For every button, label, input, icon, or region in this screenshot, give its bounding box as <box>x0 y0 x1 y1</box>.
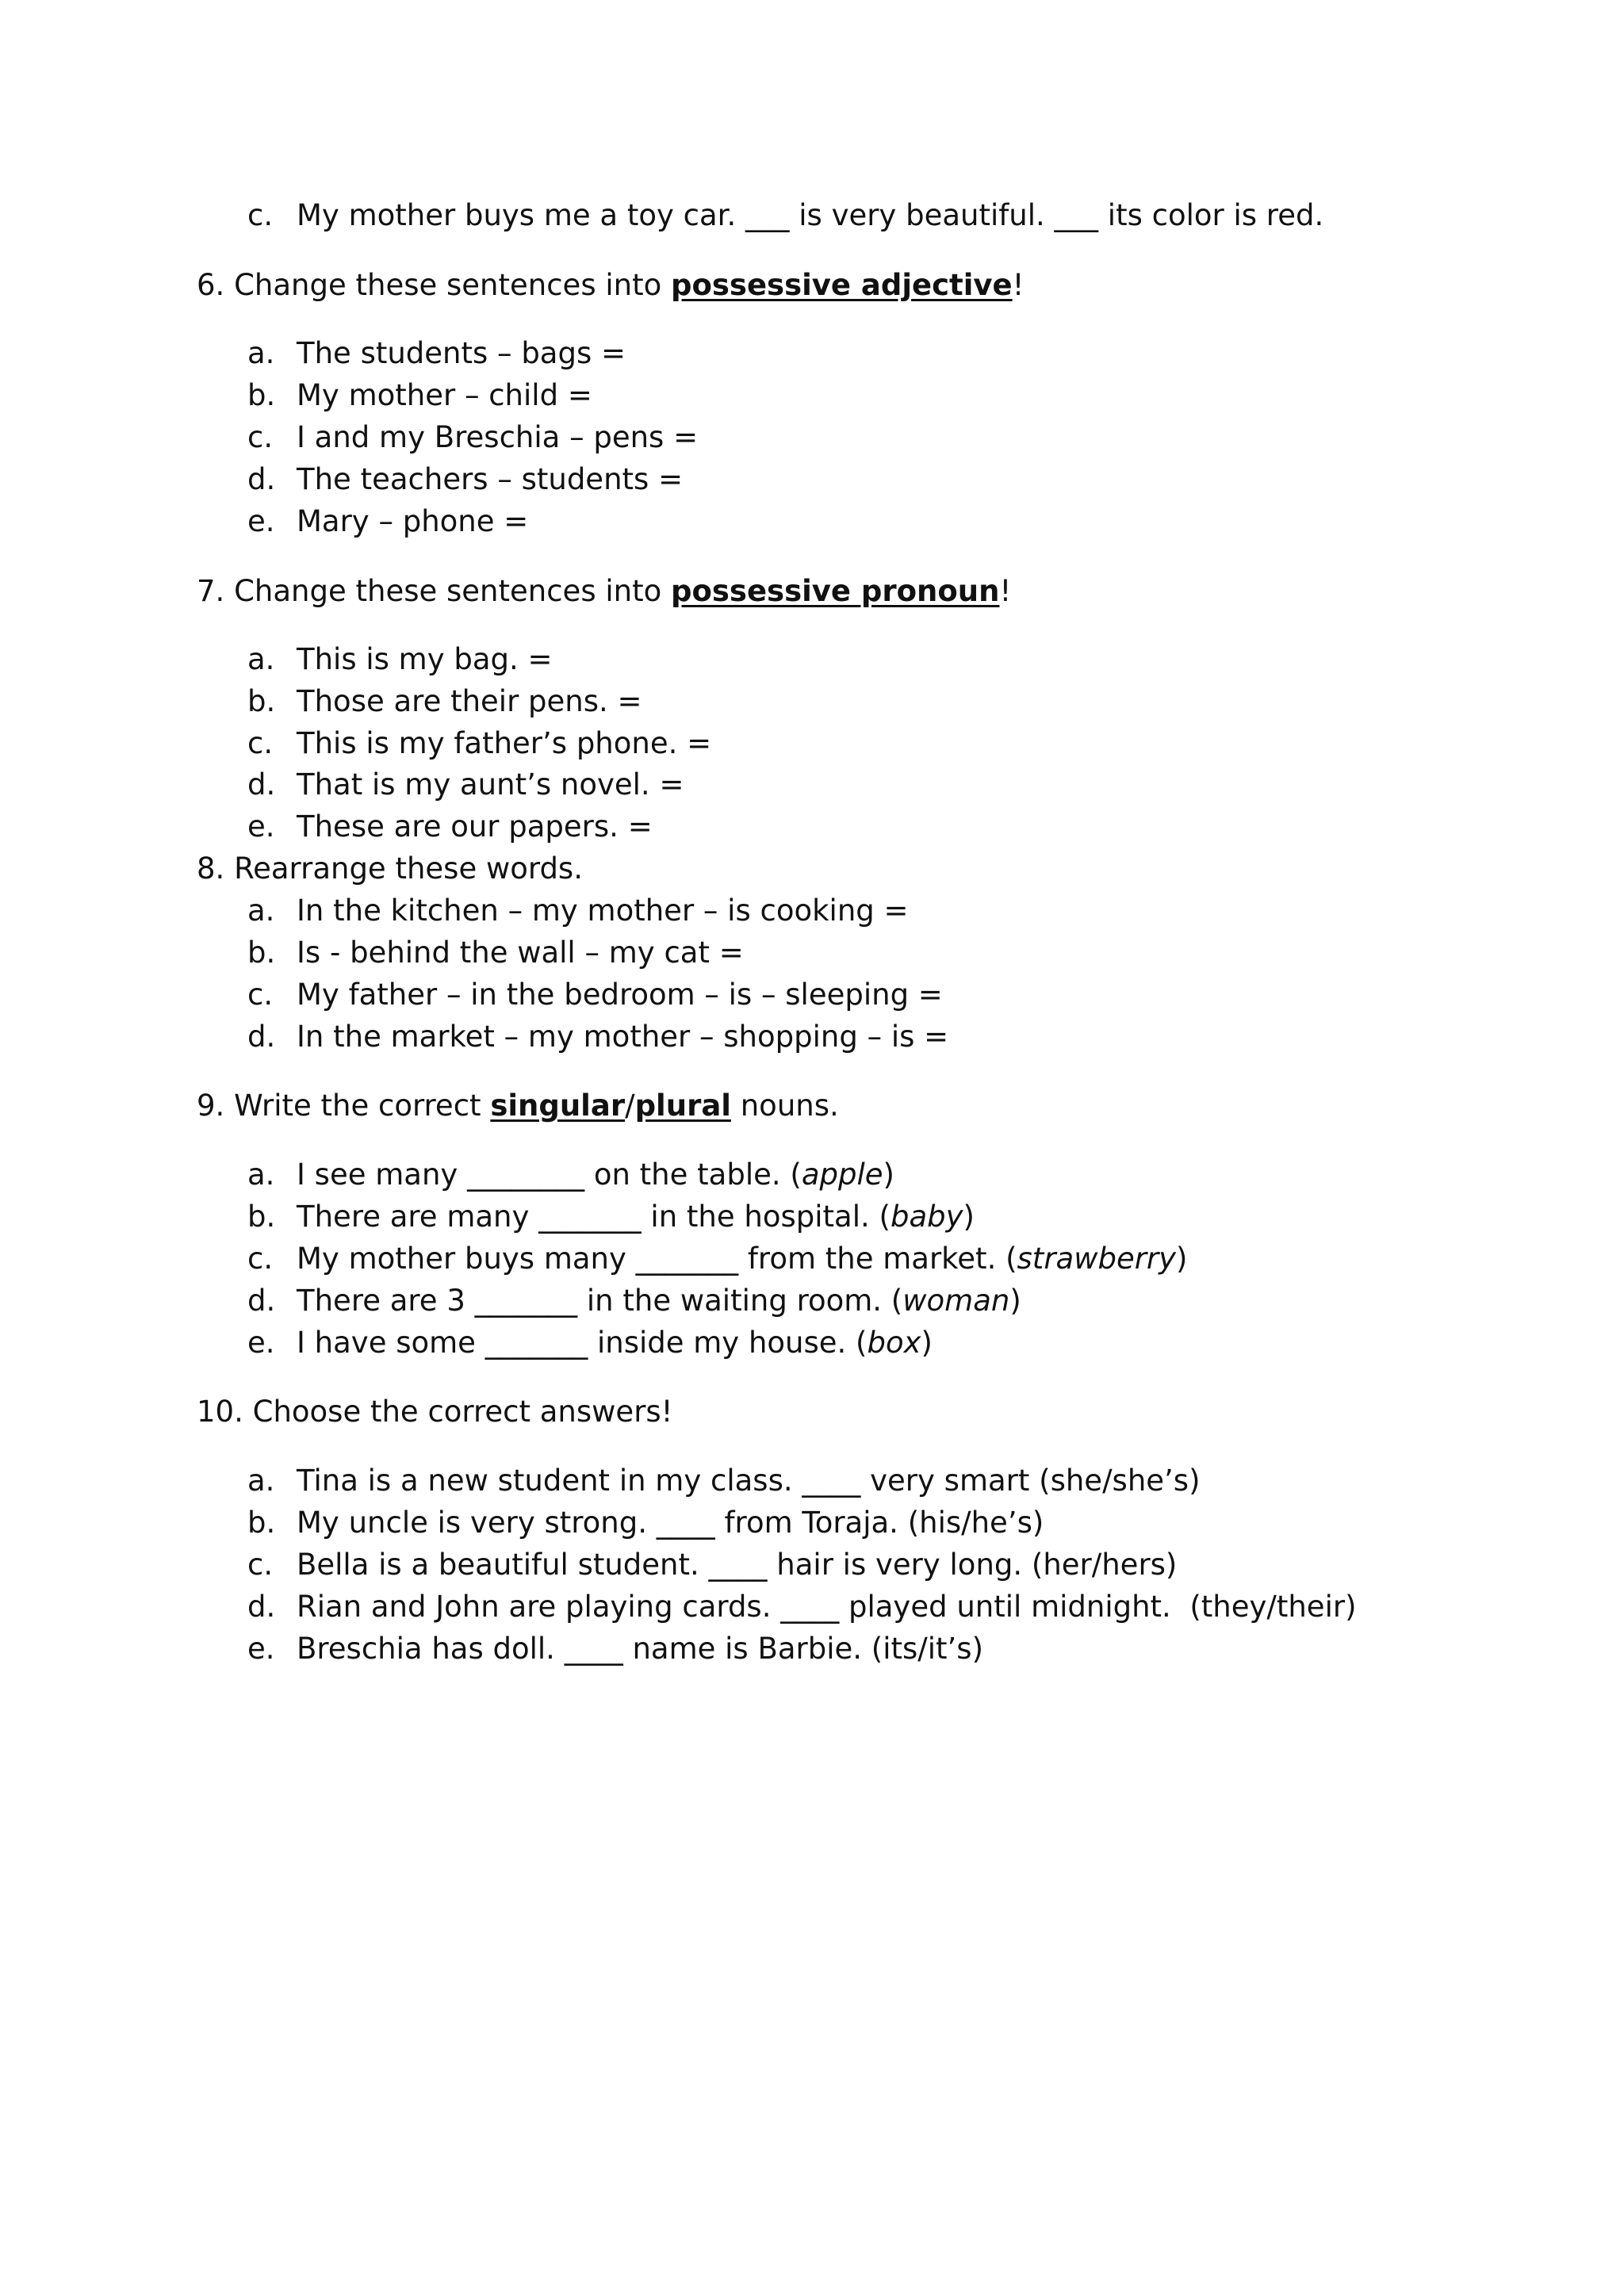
heading-prefix: 9. Write the correct <box>197 1089 491 1123</box>
item-text: In the kitchen – my mother – is cooking = <box>297 894 909 928</box>
q7-item-c <box>247 725 711 763</box>
item-letter: c. <box>247 1548 274 1582</box>
item-letter: b. <box>247 684 276 718</box>
heading-emphasis-plural: plural <box>634 1089 731 1123</box>
heading-suffix: ! <box>999 574 1012 608</box>
q9-item-a <box>247 1156 894 1194</box>
heading-emphasis-singular: singular <box>490 1089 626 1123</box>
q10-item-a <box>247 1462 1201 1500</box>
item-hint-word: baby <box>890 1200 963 1234</box>
item-letter: b. <box>247 936 276 970</box>
item-text: This is my father’s phone. = <box>297 726 712 760</box>
item-letter: c. <box>247 1242 274 1276</box>
item-letter: e. <box>247 504 275 538</box>
q7-item-b <box>247 683 642 721</box>
item-letter: d. <box>247 1020 276 1054</box>
item-close-paren: ) <box>1009 1284 1021 1318</box>
top-item-c <box>247 197 1323 235</box>
q9-item-e <box>247 1324 933 1362</box>
item-text: The teachers – students = <box>297 462 684 496</box>
question-9-heading <box>197 1087 839 1125</box>
item-text: My father – in the bedroom – is – sleeping = <box>297 978 943 1012</box>
item-text: I and my Breschia – pens = <box>297 420 699 454</box>
item-letter: e. <box>247 1632 275 1666</box>
question-6-heading <box>197 266 1024 304</box>
q10-item-b <box>247 1504 1044 1542</box>
item-letter: b. <box>247 378 276 412</box>
item-text: The students – bags = <box>297 336 626 370</box>
q9-item-b <box>247 1198 975 1236</box>
question-7-heading <box>197 572 1011 610</box>
item-letter: d. <box>247 1284 276 1318</box>
item-close-paren: ) <box>883 1158 894 1192</box>
q7-item-e <box>247 808 653 846</box>
item-letter: c. <box>247 198 274 232</box>
q6-item-e <box>247 503 528 541</box>
q8-item-b <box>247 934 744 972</box>
q10-item-e <box>247 1630 983 1668</box>
item-letter: c. <box>247 726 274 760</box>
q9-item-c <box>247 1240 1187 1278</box>
heading-emphasis: possessive pronoun <box>671 574 1000 608</box>
item-letter: b. <box>247 1506 276 1540</box>
heading-suffix: ! <box>1012 268 1025 302</box>
item-letter: e. <box>247 809 275 844</box>
item-text: My mother – child = <box>297 378 592 412</box>
item-text: Mary – phone = <box>297 504 529 538</box>
item-letter: a. <box>247 1158 275 1192</box>
q6-item-b <box>247 377 592 415</box>
item-letter: e. <box>247 1326 275 1360</box>
q10-item-d <box>247 1588 1357 1626</box>
item-text: That is my aunt’s novel. = <box>297 767 684 802</box>
item-letter: a. <box>247 894 275 928</box>
item-text: I see many ________ on the table. ( <box>297 1158 802 1192</box>
q8-item-d <box>247 1018 948 1056</box>
item-text: There are many _______ in the hospital. ( <box>297 1200 891 1234</box>
item-close-paren: ) <box>921 1326 933 1360</box>
item-text: These are our papers. = <box>297 809 653 844</box>
item-letter: d. <box>247 462 276 496</box>
q9-item-d <box>247 1282 1021 1320</box>
q10-item-c <box>247 1546 1177 1584</box>
item-letter: d. <box>247 1590 276 1624</box>
question-8-heading: 8. Rearrange these words. <box>197 851 583 886</box>
heading-emphasis: possessive adjective <box>671 268 1013 302</box>
q6-item-c <box>247 419 698 457</box>
item-text: In the market – my mother – shopping – is = <box>297 1020 949 1054</box>
item-text: Bella is a beautiful student. ____ hair is very long. (her/hers) <box>297 1548 1178 1582</box>
heading-slash: / <box>625 1089 635 1123</box>
item-letter: c. <box>247 420 274 454</box>
item-text: This is my bag. = <box>297 642 553 676</box>
item-letter: a. <box>247 336 275 370</box>
q7-item-d <box>247 766 684 804</box>
q8-item-c <box>247 976 943 1014</box>
item-hint-word: strawberry <box>1017 1242 1177 1276</box>
q7-item-a <box>247 641 553 679</box>
item-hint-word: woman <box>902 1284 1010 1318</box>
item-letter: d. <box>247 767 276 802</box>
q6-item-a <box>247 335 626 373</box>
item-letter: a. <box>247 1464 275 1498</box>
item-text: There are 3 _______ in the waiting room. ( <box>297 1284 903 1318</box>
item-close-paren: ) <box>1176 1242 1188 1276</box>
heading-suffix: nouns. <box>730 1089 839 1123</box>
item-text: Tina is a new student in my class. ____ very smart (she/she’s) <box>297 1464 1201 1498</box>
item-text: Is - behind the wall – my cat = <box>297 936 744 970</box>
item-text: I have some _______ inside my house. ( <box>297 1326 868 1360</box>
item-text: Those are their pens. = <box>297 684 642 718</box>
heading-prefix: 7. Change these sentences into <box>197 574 671 608</box>
item-letter: c. <box>247 978 274 1012</box>
heading-prefix: 6. Change these sentences into <box>197 268 671 302</box>
question-10-heading: 10. Choose the correct answers! <box>197 1395 673 1429</box>
item-letter: b. <box>247 1200 276 1234</box>
q8-item-a <box>247 892 909 930</box>
item-text: Rian and John are playing cards. ____ played until midnight. (they/their) <box>297 1590 1357 1624</box>
item-text: My uncle is very strong. ____ from Toraja. (his/he’s) <box>297 1506 1044 1540</box>
item-hint-word: box <box>867 1326 921 1360</box>
q6-item-d <box>247 461 683 499</box>
item-close-paren: ) <box>963 1200 975 1234</box>
item-text: My mother buys me a toy car. ___ is very beautiful. ___ its color is red. <box>297 198 1324 232</box>
item-text: My mother buys many _______ from the market. ( <box>297 1242 1017 1276</box>
item-text: Breschia has doll. ____ name is Barbie. (its/it’s) <box>297 1632 984 1666</box>
item-hint-word: apple <box>801 1158 883 1192</box>
item-letter: a. <box>247 642 275 676</box>
